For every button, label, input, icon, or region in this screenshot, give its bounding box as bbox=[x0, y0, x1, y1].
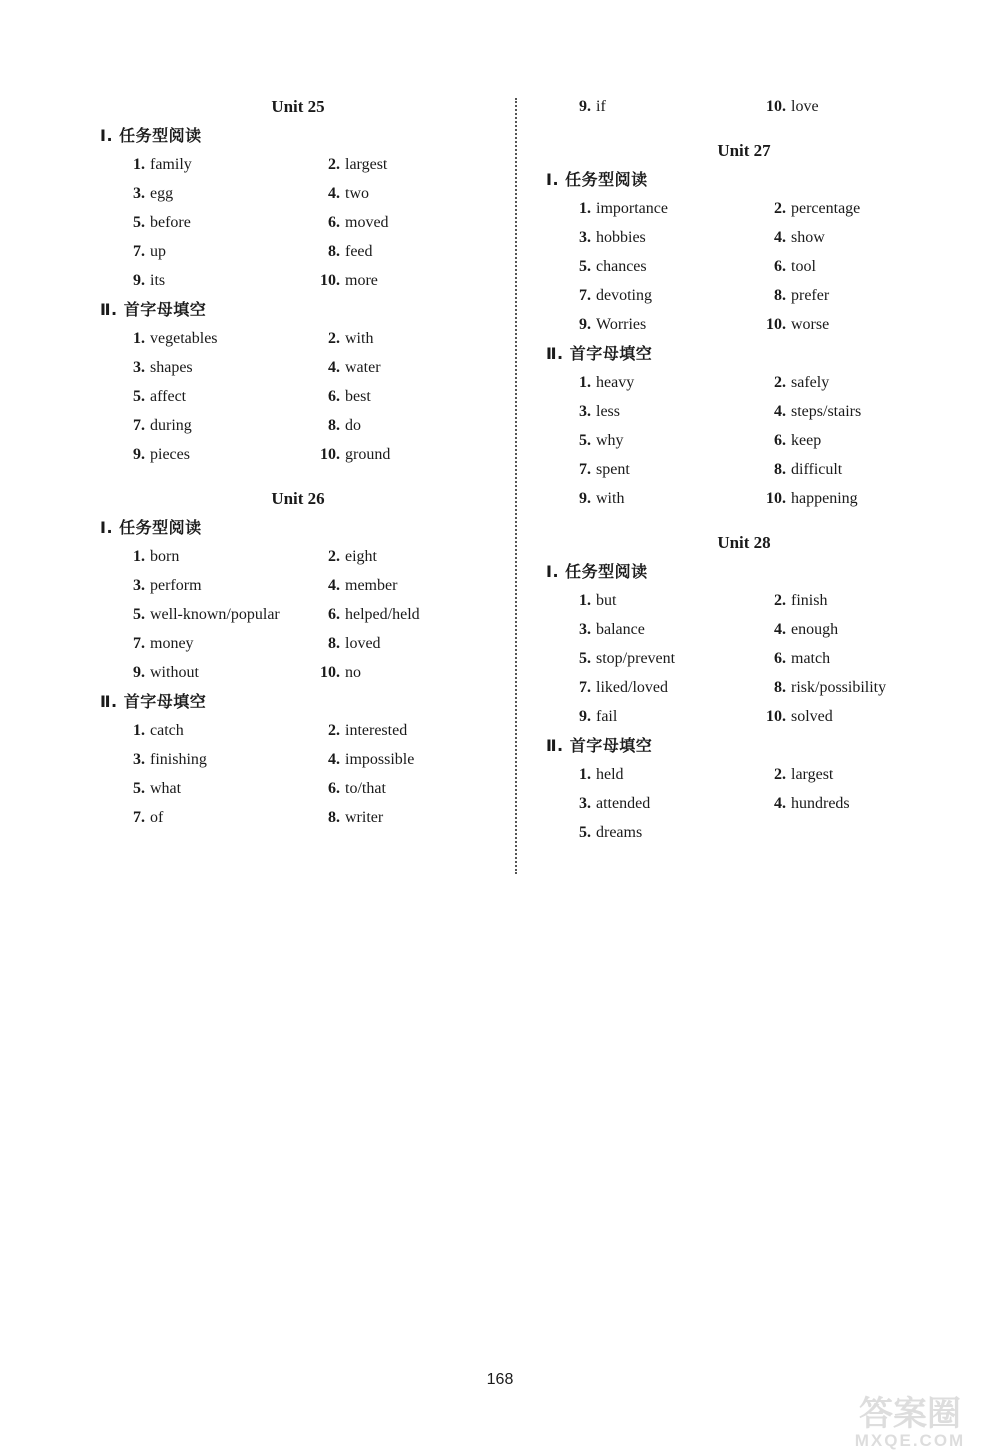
item-number: 8. bbox=[774, 287, 786, 304]
item-number: 1. bbox=[133, 722, 145, 739]
item-number: 6. bbox=[328, 606, 340, 623]
item-number: 2. bbox=[774, 766, 786, 783]
item-number: 4. bbox=[328, 359, 340, 376]
answer-item bbox=[741, 455, 946, 484]
section-heading: Ⅰ. 任务型阅读 bbox=[546, 562, 648, 581]
item-answer: why bbox=[596, 432, 624, 449]
section-heading: Ⅱ. 首字母填空 bbox=[100, 300, 207, 319]
section-heading: Ⅰ. 任务型阅读 bbox=[100, 126, 202, 145]
item-number: 7. bbox=[579, 287, 591, 304]
item-answer: of bbox=[150, 809, 164, 826]
item-answer: family bbox=[150, 156, 192, 173]
answer-grid bbox=[546, 586, 946, 731]
answer-item bbox=[741, 484, 946, 513]
item-number: 8. bbox=[774, 679, 786, 696]
item-number: 4. bbox=[328, 577, 340, 594]
item-answer: match bbox=[791, 650, 831, 667]
item-answer: dreams bbox=[596, 824, 643, 841]
answer-item bbox=[741, 223, 946, 252]
answer-item bbox=[741, 426, 946, 455]
item-answer: difficult bbox=[791, 461, 843, 478]
answer-item bbox=[295, 179, 500, 208]
answer-item bbox=[546, 92, 741, 121]
item-answer: but bbox=[596, 592, 617, 609]
item-number: 3. bbox=[133, 185, 145, 202]
answer-item bbox=[100, 266, 295, 295]
section-heading: Ⅱ. 首字母填空 bbox=[100, 692, 207, 711]
answer-item bbox=[741, 397, 946, 426]
item-answer: catch bbox=[150, 722, 184, 739]
item-answer: moved bbox=[345, 214, 389, 231]
answer-item bbox=[295, 571, 500, 600]
item-number: 5. bbox=[133, 388, 145, 405]
answer-item bbox=[100, 745, 295, 774]
item-number: 4. bbox=[774, 795, 786, 812]
item-answer: percentage bbox=[791, 200, 861, 217]
item-answer: best bbox=[345, 388, 371, 405]
item-number: 9. bbox=[579, 708, 591, 725]
unit-title: Unit 28 bbox=[717, 533, 771, 552]
answer-item bbox=[741, 615, 946, 644]
item-number: 5. bbox=[579, 824, 591, 841]
answer-item bbox=[100, 571, 295, 600]
answer-item bbox=[741, 194, 946, 223]
answer-item bbox=[100, 803, 295, 832]
item-number: 3. bbox=[579, 403, 591, 420]
item-number: 2. bbox=[328, 156, 340, 173]
item-number: 7. bbox=[579, 461, 591, 478]
item-number: 8. bbox=[328, 809, 340, 826]
answer-item bbox=[546, 281, 741, 310]
section-heading: Ⅰ. 任务型阅读 bbox=[100, 518, 202, 537]
answer-item bbox=[741, 673, 946, 702]
item-number: 8. bbox=[774, 461, 786, 478]
answer-item bbox=[295, 382, 500, 411]
item-answer: to/that bbox=[345, 780, 386, 797]
answer-item bbox=[100, 629, 295, 658]
item-answer: finishing bbox=[150, 751, 207, 768]
item-number: 1. bbox=[579, 374, 591, 391]
answer-item bbox=[546, 455, 741, 484]
item-answer: do bbox=[345, 417, 361, 434]
item-number: 9. bbox=[579, 316, 591, 333]
answer-item bbox=[741, 702, 946, 731]
answer-item bbox=[546, 397, 741, 426]
item-number: 9. bbox=[133, 664, 145, 681]
item-answer: with bbox=[345, 330, 374, 347]
answer-item bbox=[546, 644, 741, 673]
item-number: 7. bbox=[133, 417, 145, 434]
item-number: 5. bbox=[579, 650, 591, 667]
answer-item bbox=[295, 353, 500, 382]
item-answer: attended bbox=[596, 795, 651, 812]
item-answer: more bbox=[345, 272, 378, 289]
item-number: 3. bbox=[133, 751, 145, 768]
left-column bbox=[100, 92, 500, 832]
answer-item bbox=[295, 803, 500, 832]
item-number: 1. bbox=[133, 330, 145, 347]
item-number: 6. bbox=[328, 388, 340, 405]
answer-item bbox=[295, 745, 500, 774]
answer-item bbox=[295, 208, 500, 237]
item-answer: chances bbox=[596, 258, 647, 275]
item-answer: devoting bbox=[596, 287, 652, 304]
answer-item bbox=[100, 774, 295, 803]
answer-item bbox=[546, 484, 741, 513]
item-number: 3. bbox=[133, 359, 145, 376]
answer-item bbox=[546, 760, 741, 789]
item-answer: largest bbox=[345, 156, 388, 173]
answer-item bbox=[100, 658, 295, 687]
answer-item bbox=[546, 194, 741, 223]
item-number: 10. bbox=[766, 708, 786, 725]
item-answer: its bbox=[150, 272, 166, 289]
answer-item bbox=[546, 252, 741, 281]
item-answer: importance bbox=[596, 200, 668, 217]
item-answer: finish bbox=[791, 592, 828, 609]
answer-item bbox=[741, 789, 946, 818]
section-heading: Ⅰ. 任务型阅读 bbox=[546, 170, 648, 189]
item-answer: Worries bbox=[596, 316, 647, 333]
item-answer: impossible bbox=[345, 751, 415, 768]
item-answer: steps/stairs bbox=[791, 403, 862, 420]
answer-item bbox=[546, 586, 741, 615]
item-number: 10. bbox=[766, 98, 786, 115]
watermark-bottom-text: MXQE.COM bbox=[854, 1431, 966, 1450]
answer-item bbox=[546, 426, 741, 455]
item-answer: if bbox=[596, 98, 606, 115]
answer-grid bbox=[100, 150, 500, 295]
item-answer: egg bbox=[150, 185, 174, 202]
item-number: 5. bbox=[579, 258, 591, 275]
item-number: 3. bbox=[579, 795, 591, 812]
answer-item bbox=[741, 368, 946, 397]
item-answer: up bbox=[150, 243, 166, 260]
answer-item bbox=[100, 324, 295, 353]
unit-title: Unit 26 bbox=[271, 489, 325, 508]
answer-grid bbox=[546, 760, 946, 847]
item-answer: perform bbox=[150, 577, 202, 594]
answer-item bbox=[546, 673, 741, 702]
answer-item bbox=[100, 382, 295, 411]
item-answer: prefer bbox=[791, 287, 830, 304]
item-answer: hobbies bbox=[596, 229, 646, 246]
carryover-grid bbox=[546, 92, 946, 121]
answer-item bbox=[741, 644, 946, 673]
page-number: 168 bbox=[486, 1371, 514, 1388]
item-number: 8. bbox=[328, 243, 340, 260]
item-number: 10. bbox=[766, 316, 786, 333]
answer-item bbox=[546, 310, 741, 339]
item-number: 6. bbox=[328, 780, 340, 797]
answer-item bbox=[295, 411, 500, 440]
item-answer: spent bbox=[596, 461, 630, 478]
item-answer: happening bbox=[791, 490, 858, 507]
item-number: 8. bbox=[328, 635, 340, 652]
item-number: 3. bbox=[133, 577, 145, 594]
item-answer: without bbox=[150, 664, 199, 681]
item-number: 2. bbox=[774, 200, 786, 217]
answer-item bbox=[295, 150, 500, 179]
item-answer: show bbox=[791, 229, 825, 246]
answer-item bbox=[295, 629, 500, 658]
item-number: 1. bbox=[133, 156, 145, 173]
item-answer: tool bbox=[791, 258, 816, 275]
item-number: 7. bbox=[133, 809, 145, 826]
column-divider bbox=[515, 98, 517, 874]
answer-item bbox=[100, 440, 295, 469]
item-answer: love bbox=[791, 98, 819, 115]
item-answer: fail bbox=[596, 708, 618, 725]
item-answer: helped/held bbox=[345, 606, 420, 623]
right-column bbox=[546, 92, 946, 847]
answer-item bbox=[100, 353, 295, 382]
item-answer: solved bbox=[791, 708, 833, 725]
item-answer: two bbox=[345, 185, 369, 202]
answer-item bbox=[295, 324, 500, 353]
item-answer: born bbox=[150, 548, 180, 565]
item-number: 4. bbox=[328, 185, 340, 202]
item-answer: largest bbox=[791, 766, 834, 783]
item-answer: eight bbox=[345, 548, 377, 565]
item-number: 9. bbox=[579, 98, 591, 115]
item-answer: worse bbox=[791, 316, 830, 333]
item-number: 3. bbox=[579, 229, 591, 246]
item-answer: writer bbox=[345, 809, 384, 826]
answer-item bbox=[295, 658, 500, 687]
item-number: 5. bbox=[133, 606, 145, 623]
item-number: 9. bbox=[133, 446, 145, 463]
answer-item bbox=[100, 179, 295, 208]
item-number: 5. bbox=[579, 432, 591, 449]
watermark-logo bbox=[825, 1395, 995, 1451]
item-answer: feed bbox=[345, 243, 373, 260]
watermark-top-text: 答案圈 bbox=[859, 1394, 961, 1434]
item-number: 4. bbox=[774, 403, 786, 420]
item-answer: interested bbox=[345, 722, 408, 739]
item-number: 10. bbox=[320, 446, 340, 463]
answer-item bbox=[100, 150, 295, 179]
item-answer: liked/loved bbox=[596, 679, 668, 696]
item-answer: ground bbox=[345, 446, 391, 463]
item-number: 4. bbox=[774, 621, 786, 638]
item-answer: well-known/popular bbox=[150, 606, 280, 623]
answer-item bbox=[741, 281, 946, 310]
answer-item bbox=[100, 716, 295, 745]
item-answer: stop/prevent bbox=[596, 650, 676, 667]
item-number: 10. bbox=[320, 272, 340, 289]
item-answer: during bbox=[150, 417, 192, 434]
item-number: 2. bbox=[774, 374, 786, 391]
item-number: 1. bbox=[579, 592, 591, 609]
item-number: 7. bbox=[133, 635, 145, 652]
section-heading: Ⅱ. 首字母填空 bbox=[546, 344, 653, 363]
item-answer: with bbox=[596, 490, 625, 507]
item-number: 5. bbox=[133, 780, 145, 797]
item-answer: before bbox=[150, 214, 191, 231]
item-answer: pieces bbox=[150, 446, 190, 463]
answer-item bbox=[100, 237, 295, 266]
answer-item bbox=[295, 774, 500, 803]
answer-item bbox=[741, 760, 946, 789]
item-answer: risk/possibility bbox=[791, 679, 887, 696]
answer-item bbox=[741, 586, 946, 615]
item-answer: held bbox=[596, 766, 624, 783]
item-answer: enough bbox=[791, 621, 839, 638]
unit-title: Unit 27 bbox=[717, 141, 771, 160]
answer-item bbox=[546, 615, 741, 644]
item-answer: shapes bbox=[150, 359, 193, 376]
answer-item bbox=[546, 702, 741, 731]
answer-item bbox=[100, 411, 295, 440]
answer-item bbox=[295, 600, 500, 629]
answer-item bbox=[100, 208, 295, 237]
item-number: 7. bbox=[133, 243, 145, 260]
answer-item bbox=[295, 440, 500, 469]
answer-grid bbox=[546, 368, 946, 513]
item-answer: less bbox=[596, 403, 620, 420]
item-number: 10. bbox=[320, 664, 340, 681]
item-number: 3. bbox=[579, 621, 591, 638]
item-number: 5. bbox=[133, 214, 145, 231]
item-answer: balance bbox=[596, 621, 645, 638]
item-number: 4. bbox=[328, 751, 340, 768]
item-number: 6. bbox=[774, 432, 786, 449]
answer-grid bbox=[100, 542, 500, 687]
answer-item bbox=[295, 237, 500, 266]
answer-item bbox=[741, 92, 946, 121]
answer-item bbox=[741, 310, 946, 339]
unit-title: Unit 25 bbox=[271, 97, 325, 116]
item-number: 6. bbox=[328, 214, 340, 231]
item-answer: no bbox=[345, 664, 361, 681]
item-number: 9. bbox=[579, 490, 591, 507]
item-number: 1. bbox=[133, 548, 145, 565]
item-answer: keep bbox=[791, 432, 822, 449]
answer-item bbox=[546, 223, 741, 252]
item-number: 1. bbox=[579, 766, 591, 783]
item-answer: money bbox=[150, 635, 194, 652]
answer-item bbox=[100, 542, 295, 571]
item-answer: loved bbox=[345, 635, 381, 652]
answer-grid bbox=[100, 716, 500, 832]
answer-item bbox=[546, 789, 741, 818]
item-answer: water bbox=[345, 359, 381, 376]
item-number: 2. bbox=[328, 722, 340, 739]
answer-item bbox=[295, 542, 500, 571]
item-answer: safely bbox=[791, 374, 830, 391]
answer-item bbox=[100, 600, 295, 629]
item-answer: heavy bbox=[596, 374, 635, 391]
answer-item bbox=[546, 818, 741, 847]
answer-grid bbox=[546, 194, 946, 339]
item-number: 2. bbox=[328, 548, 340, 565]
item-answer: what bbox=[150, 780, 182, 797]
item-number: 4. bbox=[774, 229, 786, 246]
answer-item bbox=[295, 266, 500, 295]
item-number: 2. bbox=[774, 592, 786, 609]
item-number: 2. bbox=[328, 330, 340, 347]
answer-grid bbox=[100, 324, 500, 469]
answer-item bbox=[295, 716, 500, 745]
item-answer: member bbox=[345, 577, 398, 594]
item-number: 1. bbox=[579, 200, 591, 217]
item-number: 7. bbox=[579, 679, 591, 696]
answer-item bbox=[546, 368, 741, 397]
answer-item bbox=[741, 252, 946, 281]
item-answer: affect bbox=[150, 388, 187, 405]
item-number: 9. bbox=[133, 272, 145, 289]
item-answer: hundreds bbox=[791, 795, 850, 812]
item-number: 6. bbox=[774, 650, 786, 667]
item-number: 6. bbox=[774, 258, 786, 275]
item-answer: vegetables bbox=[150, 330, 218, 347]
section-heading: Ⅱ. 首字母填空 bbox=[546, 736, 653, 755]
item-number: 10. bbox=[766, 490, 786, 507]
item-number: 8. bbox=[328, 417, 340, 434]
